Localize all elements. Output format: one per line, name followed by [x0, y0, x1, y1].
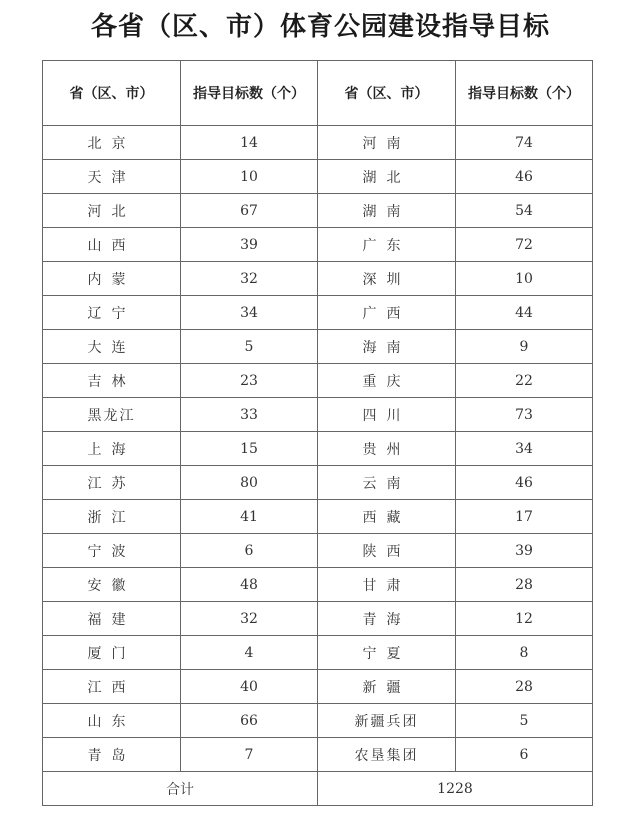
province-name-cell: 宁夏: [318, 636, 456, 670]
target-count-cell: 46: [456, 466, 593, 500]
header-province-right: 省（区、市）: [318, 61, 456, 126]
province-name-cell: 山西: [43, 228, 181, 262]
province-name-cell: 贵州: [318, 432, 456, 466]
target-count-cell: 14: [181, 126, 318, 160]
province-name-cell: 黑龙江: [43, 398, 181, 432]
province-name-cell: 安徽: [43, 568, 181, 602]
header-province-left: 省（区、市）: [43, 61, 181, 126]
province-name-cell: 北京: [43, 126, 181, 160]
table-row: [43, 636, 593, 670]
province-name-cell: 四川: [318, 398, 456, 432]
header-target-left: 指导目标数（个）: [181, 61, 318, 126]
target-count-cell: 54: [456, 194, 593, 228]
province-name-cell: 厦门: [43, 636, 181, 670]
target-count-cell: 34: [181, 296, 318, 330]
target-count-cell: 9: [456, 330, 593, 364]
table-row: [43, 704, 593, 738]
table-row: [43, 228, 593, 262]
province-name-cell: 福建: [43, 602, 181, 636]
province-name-cell: 吉林: [43, 364, 181, 398]
province-name-cell: 青岛: [43, 738, 181, 772]
target-count-cell: 5: [181, 330, 318, 364]
table-row: [43, 194, 593, 228]
target-count-cell: 7: [181, 738, 318, 772]
target-count-cell: 66: [181, 704, 318, 738]
province-name-cell: 辽宁: [43, 296, 181, 330]
table-row: [43, 568, 593, 602]
total-row: [43, 772, 593, 806]
target-count-cell: 15: [181, 432, 318, 466]
province-name-cell: 上海: [43, 432, 181, 466]
target-count-cell: 72: [456, 228, 593, 262]
target-count-cell: 12: [456, 602, 593, 636]
table-row: [43, 364, 593, 398]
target-count-cell: 17: [456, 500, 593, 534]
province-name-cell: 浙江: [43, 500, 181, 534]
table-row: [43, 126, 593, 160]
total-value: 1228: [318, 772, 593, 806]
table-row: [43, 602, 593, 636]
table-body: [43, 126, 593, 772]
target-count-cell: 32: [181, 602, 318, 636]
table-row: [43, 160, 593, 194]
target-table: [42, 60, 593, 806]
province-name-cell: 广东: [318, 228, 456, 262]
target-count-cell: 6: [456, 738, 593, 772]
table-row: [43, 534, 593, 568]
table-row: [43, 670, 593, 704]
province-name-cell: 河南: [318, 126, 456, 160]
target-count-cell: 8: [456, 636, 593, 670]
province-name-cell: 河北: [43, 194, 181, 228]
target-count-cell: 4: [181, 636, 318, 670]
province-name-cell: 山东: [43, 704, 181, 738]
target-count-cell: 39: [181, 228, 318, 262]
province-name-cell: 新疆兵团: [318, 704, 456, 738]
target-count-cell: 40: [181, 670, 318, 704]
province-name-cell: 西藏: [318, 500, 456, 534]
table-row: [43, 296, 593, 330]
province-name-cell: 陕西: [318, 534, 456, 568]
table-row: [43, 330, 593, 364]
province-name-cell: 新疆: [318, 670, 456, 704]
target-count-cell: 6: [181, 534, 318, 568]
province-name-cell: 江西: [43, 670, 181, 704]
province-name-cell: 宁波: [43, 534, 181, 568]
province-name-cell: 云南: [318, 466, 456, 500]
target-count-cell: 10: [456, 262, 593, 296]
target-count-cell: 74: [456, 126, 593, 160]
header-target-right: 指导目标数（个）: [456, 61, 593, 126]
target-count-cell: 28: [456, 670, 593, 704]
table-row: [43, 500, 593, 534]
target-count-cell: 33: [181, 398, 318, 432]
table-row: [43, 398, 593, 432]
page-title: 各省（区、市）体育公园建设指导目标: [90, 12, 550, 42]
target-count-cell: 46: [456, 160, 593, 194]
table-row: [43, 466, 593, 500]
province-name-cell: 江苏: [43, 466, 181, 500]
target-count-cell: 73: [456, 398, 593, 432]
table-row: [43, 432, 593, 466]
province-name-cell: 甘肃: [318, 568, 456, 602]
table-row: [43, 262, 593, 296]
target-count-cell: 23: [181, 364, 318, 398]
target-count-cell: 39: [456, 534, 593, 568]
province-name-cell: 海南: [318, 330, 456, 364]
province-name-cell: 湖北: [318, 160, 456, 194]
province-name-cell: 大连: [43, 330, 181, 364]
target-count-cell: 41: [181, 500, 318, 534]
province-name-cell: 内蒙: [43, 262, 181, 296]
table-row: [43, 738, 593, 772]
province-name-cell: 湖南: [318, 194, 456, 228]
total-label: 合计: [43, 772, 318, 806]
target-count-cell: 10: [181, 160, 318, 194]
target-count-cell: 67: [181, 194, 318, 228]
target-count-cell: 34: [456, 432, 593, 466]
target-count-cell: 22: [456, 364, 593, 398]
table-header-row: [43, 61, 593, 126]
province-name-cell: 广西: [318, 296, 456, 330]
target-count-cell: 5: [456, 704, 593, 738]
province-name-cell: 青海: [318, 602, 456, 636]
province-name-cell: 农垦集团: [318, 738, 456, 772]
target-count-cell: 32: [181, 262, 318, 296]
province-name-cell: 天津: [43, 160, 181, 194]
target-count-cell: 48: [181, 568, 318, 602]
target-count-cell: 28: [456, 568, 593, 602]
province-name-cell: 深圳: [318, 262, 456, 296]
province-name-cell: 重庆: [318, 364, 456, 398]
target-count-cell: 44: [456, 296, 593, 330]
target-count-cell: 80: [181, 466, 318, 500]
